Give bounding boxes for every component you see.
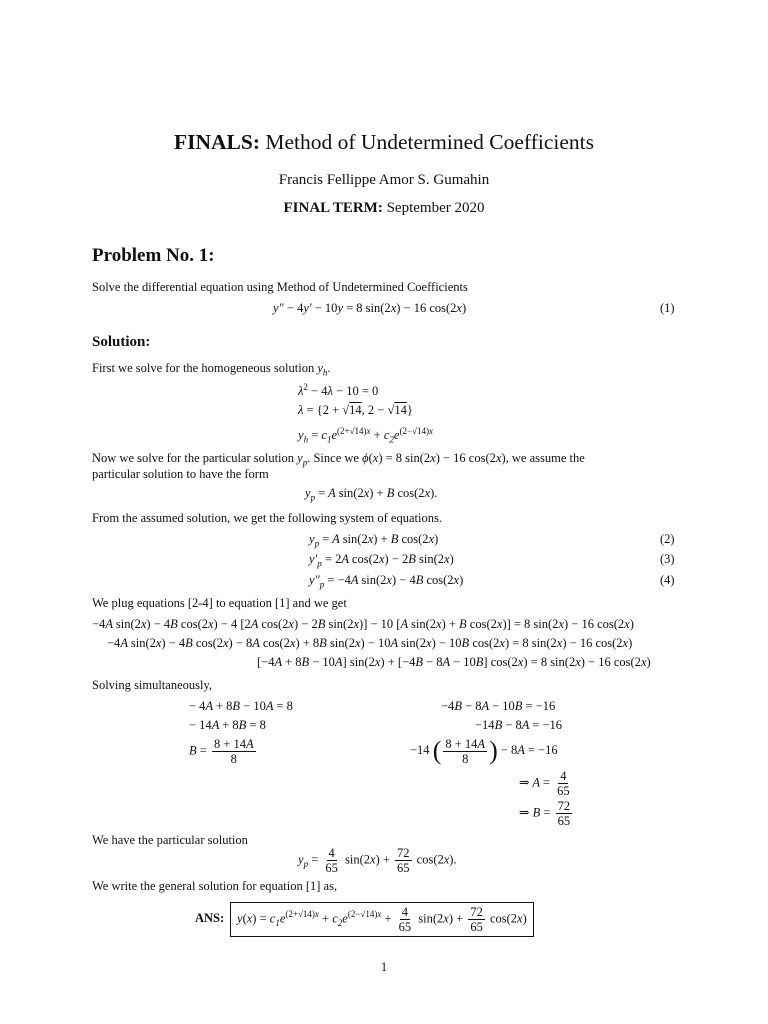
ans-label: ANS: [195, 911, 225, 925]
equation-3-number: (3) [660, 552, 675, 566]
homogeneous-solution: $y_h = c_1e^{(2+√14)x} + c_2e^{(2-√14)x}$ [298, 426, 433, 445]
result-b: ⇒ B = $\frac{72}{65}$ [519, 799, 571, 828]
particular-solution: $y_p$ = $\frac{4}{65}$ sin(2x) + $\frac{72}{65}$ cos(2x). [298, 846, 457, 875]
author-name: Francis Fellippe Amor S. Gumahin [278, 172, 490, 188]
equation-3: $y'_p = 2A$ cos(2x) − 2B sin(2x) [309, 552, 454, 569]
particular-intro: Now we solve for the particular solution $y_p$. Since we ϕ(x) = 8 sin(2x) − 16 cos(2x), we assume the [92, 451, 585, 468]
particular-intro-line2: particular solution to have the form [92, 467, 269, 481]
system-intro: From the assumed solution, we get the following system of equations. [92, 511, 442, 525]
plugged-line-3: [−4A + 8B − 10A] sin(2x) + [−4B − 8A − 10B] cos(2x) = 8 sin(2x) − 16 cos(2x) [257, 655, 651, 669]
right-eq-2: −14B − 8A = −16 [475, 718, 563, 732]
term-line: FINAL TERM: September 2020 [283, 200, 485, 216]
particular-result-intro: We have the particular solution [92, 833, 248, 847]
plug-intro: We plug equations [2-4] to equation [1] and we get [92, 596, 347, 610]
paper-title: FINALS: Method of Undetermined Coefficients [174, 130, 594, 154]
equation-2-number: (2) [660, 532, 675, 546]
characteristic-equation: $\lambda^2 - 4\lambda - 10 = 0$ [298, 382, 379, 399]
equation-4-number: (4) [660, 573, 675, 587]
homogeneous-intro: First we solve for the homogeneous solution $y_h$. [92, 361, 331, 378]
result-a: ⇒ A = $\frac{4}{65}$ [519, 769, 570, 798]
page-number: 1 [380, 960, 388, 974]
characteristic-roots: λ = {2 + √14, 2 − √14} [298, 403, 413, 417]
solution-heading: Solution: [92, 334, 151, 350]
problem-heading: Problem No. 1: [92, 245, 215, 266]
right-eq-3: −14 ( $\frac{8 + 14A}{8}$ ) − 8A = −16 [410, 736, 558, 766]
equation-1: y″ − 4y′ − 10y = 8 sin(2x) − 16 cos(2x) [273, 301, 467, 315]
plugged-line-2: −4A sin(2x) − 4B cos(2x) − 8A cos(2x) + 8B sin(2x) − 10A sin(2x) − 10B cos(2x) = 8 sin(2x) − 16 cos(2x) [107, 636, 633, 650]
answer-box: $y(x) = c_1e^{(2+√14)x} + c_2e^{(2-√14)x}$ + $\frac{4}{65}$ sin(2x) + $\frac{72}{65}$ cos(2x) [230, 902, 534, 937]
equation-2: $y_p = A$ sin(2x) + B cos(2x) [309, 532, 439, 549]
equation-1-number: (1) [660, 301, 675, 315]
general-intro: We write the general solution for equation [1] as, [92, 879, 338, 893]
left-eq-2: − 14A + 8B = 8 [189, 718, 266, 732]
right-eq-1: −4B − 8A − 10B = −16 [441, 699, 556, 713]
equation-4: $y''_p = -4A$ sin(2x) − 4B cos(2x) [309, 573, 464, 590]
left-eq-3: B = $\frac{8 + 14A}{8}$ [189, 737, 254, 766]
problem-statement: Solve the differential equation using Method of Undetermined Coefficients [92, 280, 468, 294]
assumed-form: $y_p = A$ sin(2x) + B cos(2x). [305, 486, 438, 503]
plugged-line-1: −4A sin(2x) − 4B cos(2x) − 4 [2A cos(2x) − 2B sin(2x)] − 10 [A sin(2x) + B cos(2x)] = 8 sin(2x) − 16 cos(2x) [92, 617, 634, 631]
solving-intro: Solving simultaneously, [92, 678, 213, 692]
left-eq-1: − 4A + 8B − 10A = 8 [189, 699, 293, 713]
